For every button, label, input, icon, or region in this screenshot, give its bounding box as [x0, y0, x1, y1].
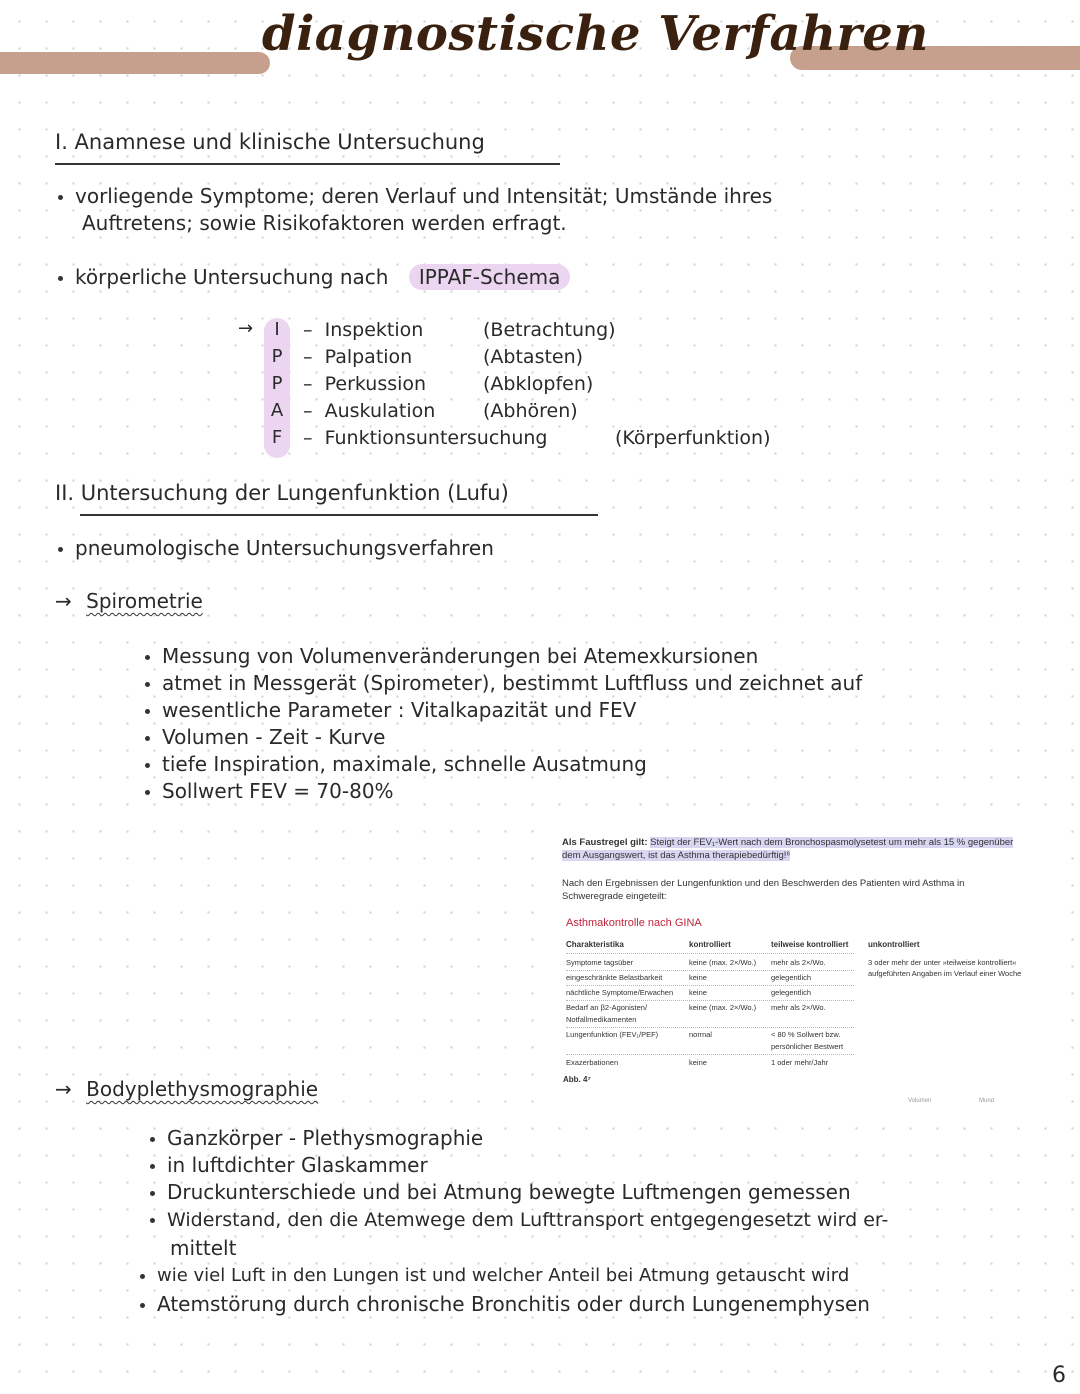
arrow-icon: → [55, 1077, 72, 1101]
section-2-heading: II. Untersuchung der Lungenfunktion (Lufu) [55, 481, 509, 505]
pneumologie-bullet [58, 535, 494, 562]
bullet-dot [145, 655, 150, 660]
spirometrie-text: Sollwert FEV = 70-80% [162, 779, 394, 803]
spirometrie-point [145, 751, 647, 778]
bullet-dot [58, 276, 63, 281]
spirometrie-point [145, 670, 862, 697]
spirometrie-text: Volumen - Zeit - Kurve [162, 725, 386, 749]
ippaf-note: (Abhören) [483, 400, 578, 422]
gina-cell: keine [689, 988, 707, 997]
gina-cell: nächtliche Symptome/Erwachen [566, 988, 674, 997]
untersuchung-bullet [58, 264, 570, 291]
body-text: Ganzkörper - Plethysmographie [167, 1126, 484, 1150]
bullet-dot [140, 1303, 145, 1308]
gina-cell: persönlicher Bestwert [771, 1042, 844, 1051]
schweregrad-intro [562, 877, 1052, 903]
gina-header: kontrolliert [689, 940, 731, 949]
body-point [140, 1262, 849, 1289]
spirometrie-text: atmet in Messgerät (Spirometer), bestimmt Luftfluss und zeichnet auf [162, 671, 863, 695]
arrow-icon: → [55, 589, 72, 613]
ippaf-letter: I [274, 319, 280, 340]
intro-line-2: Schweregrade eingeteilt: [562, 891, 667, 902]
ippaf-letter: P [271, 373, 283, 394]
gina-cell: Lungenfunktion (FEV₁/PEF) [566, 1030, 659, 1039]
gina-cell: Exazerbationen [566, 1058, 619, 1067]
gina-cell: eingeschränkte Belastbarkeit [566, 973, 663, 982]
body-heading [55, 1076, 318, 1103]
gina-cell: keine (max. 2×/Wo.) [689, 958, 757, 967]
bullet-dot [150, 1137, 155, 1142]
bullet-dot [150, 1191, 155, 1196]
body-text-continued: mittelt [170, 1236, 237, 1260]
spirometrie-point [145, 778, 394, 805]
spirometrie-text: tiefe Inspiration, maximale, schnelle Ausatmung [162, 752, 647, 776]
body-point [140, 1291, 870, 1318]
bullet-dot [145, 790, 150, 795]
spirometrie-point [145, 643, 758, 670]
section-1-heading: I. Anamnese und klinische Untersuchung [55, 130, 485, 154]
spirometrie-title: Spirometrie [86, 589, 203, 613]
ippaf-letter: F [271, 427, 283, 448]
bullet-dot [145, 682, 150, 687]
ippaf-term: Perkussion [324, 373, 427, 395]
body-point [150, 1179, 851, 1206]
page-number: 6 [1052, 1363, 1066, 1388]
ippaf-letter-column [264, 318, 290, 458]
gina-clipping [556, 830, 1056, 1110]
cut-label-right: Mund [979, 1098, 995, 1104]
gina-cell: < 80 % Sollwert bzw. [771, 1030, 841, 1039]
gina-uncontrolled-1: 3 oder mehr der unter »teilweise kontrolliert« [868, 958, 1017, 967]
faustregel [562, 836, 1050, 862]
bullet-dot [150, 1218, 155, 1223]
gina-cell: Bedarf an β2-Agonisten/ [566, 1003, 648, 1012]
ippaf-item: – Auskulation [303, 400, 436, 422]
gina-cell: gelegentlich [771, 988, 812, 997]
ippaf-item: – Inspektion [303, 319, 424, 341]
gina-cell: keine (max. 2×/Wo.) [689, 1003, 757, 1012]
bullet-dot [150, 1164, 155, 1169]
ippaf-arrow: → [238, 318, 254, 339]
spirometrie-text: wesentliche Parameter : Vitalkapazität und FEV [162, 698, 637, 722]
spirometrie-text: Messung von Volumenveränderungen bei Atemexkursionen [162, 644, 759, 668]
ippaf-term: Auskulation [324, 400, 436, 422]
gina-header: teilweise kontrolliert [771, 940, 849, 949]
body-text: wie viel Luft in den Lungen ist und welcher Anteil bei Atmung getauscht wird [157, 1265, 850, 1286]
gina-uncontrolled-2: aufgeführten Angaben im Verlauf einer Woche [868, 969, 1022, 978]
body-text: Druckunterschiede und bei Atmung bewegte Luftmengen gemessen [167, 1180, 851, 1204]
body-text: in luftdichter Glaskammer [167, 1153, 428, 1177]
ippaf-letter: P [271, 346, 283, 367]
gina-title: Asthmakontrolle nach GINA [566, 917, 702, 929]
gina-cell: keine [689, 1058, 707, 1067]
faustregel-text-2: dem Ausgangswert, ist das Asthma therapiebedürftig!⁶ [562, 850, 791, 861]
bullet-dot [140, 1274, 145, 1279]
body-point [150, 1207, 888, 1234]
section-1-underline [55, 163, 560, 165]
ippaf-term: Inspektion [324, 319, 424, 341]
anamnese-bullet [58, 183, 772, 210]
gina-cell: Notfallmedikamenten [566, 1015, 637, 1024]
bullet-dot [58, 195, 63, 200]
spirometrie-point [145, 697, 636, 724]
page-title: diagnostische Verfahren [262, 6, 929, 62]
bullet-dot [145, 736, 150, 741]
body-title: Bodyplethysmographie [86, 1077, 319, 1101]
ippaf-note: (Betrachtung) [483, 319, 616, 341]
body-point [150, 1125, 483, 1152]
pneumologie-text: pneumologische Untersuchungsverfahren [75, 536, 494, 560]
gina-cell: mehr als 2×/Wo. [771, 958, 826, 967]
body-text: Atemstörung durch chronische Bronchitis oder durch Lungenemphysen [157, 1292, 870, 1316]
gina-header: Charakteristika [566, 940, 624, 949]
gina-separator [566, 1054, 854, 1055]
ippaf-item: – Funktionsuntersuchung [303, 427, 548, 449]
gina-cell: gelegentlich [771, 973, 812, 982]
bullet-dot [58, 547, 63, 552]
spirometrie-point [145, 724, 386, 751]
gina-separator [566, 953, 854, 954]
faustregel-label: Als Faustregel gilt: [562, 837, 648, 848]
gina-cell: Symptome tagsüber [566, 958, 634, 967]
anamnese-line-2: Auftretens; sowie Risikofaktoren werden erfragt. [82, 211, 567, 235]
gina-cell: keine [689, 973, 707, 982]
gina-cell: mehr als 2×/Wo. [771, 1003, 826, 1012]
ippaf-item: – Perkussion [303, 373, 427, 395]
faustregel-text-1: Steigt der FEV₁-Wert nach dem Bronchospasmolysetest um mehr als 15 % gegenüber [650, 837, 1014, 848]
anamnese-line-1: vorliegende Symptome; deren Verlauf und Intensität; Umstände ihres [75, 184, 773, 208]
ippaf-note: (Abklopfen) [483, 373, 594, 395]
section-2-underline [80, 514, 598, 516]
ippaf-term: Palpation [324, 346, 413, 368]
gina-cell: 1 oder mehr/Jahr [771, 1058, 829, 1067]
body-text: Widerstand, den die Atemwege dem Lufttransport entgegengesetzt wird er- [167, 1209, 889, 1231]
bullet-dot [145, 763, 150, 768]
cut-label-left: Volumen [908, 1098, 932, 1104]
ippaf-item: – Palpation [303, 346, 413, 368]
untersuchung-text: körperliche Untersuchung nach [75, 265, 389, 289]
figure-caption: Abb. 4⁷ [563, 1075, 591, 1084]
gina-separator [566, 1027, 854, 1028]
title-bar-left [0, 52, 270, 74]
spirometrie-heading [55, 588, 203, 615]
ippaf-note: (Abtasten) [483, 346, 584, 368]
gina-separator [566, 1000, 854, 1001]
gina-separator [566, 985, 854, 986]
intro-line-1: Nach den Ergebnissen der Lungenfunktion und den Beschwerden des Patienten wird Asthma in [562, 878, 965, 889]
gina-header: unkontrolliert [868, 940, 920, 949]
ippaf-highlight: IPPAF-Schema [409, 264, 571, 290]
ippaf-letter: A [270, 400, 284, 421]
gina-cell: normal [689, 1030, 712, 1039]
bullet-dot [145, 709, 150, 714]
ippaf-note: (Körperfunktion) [615, 427, 771, 449]
body-point [150, 1152, 428, 1179]
ippaf-term: Funktionsuntersuchung [324, 427, 548, 449]
gina-separator [566, 970, 854, 971]
